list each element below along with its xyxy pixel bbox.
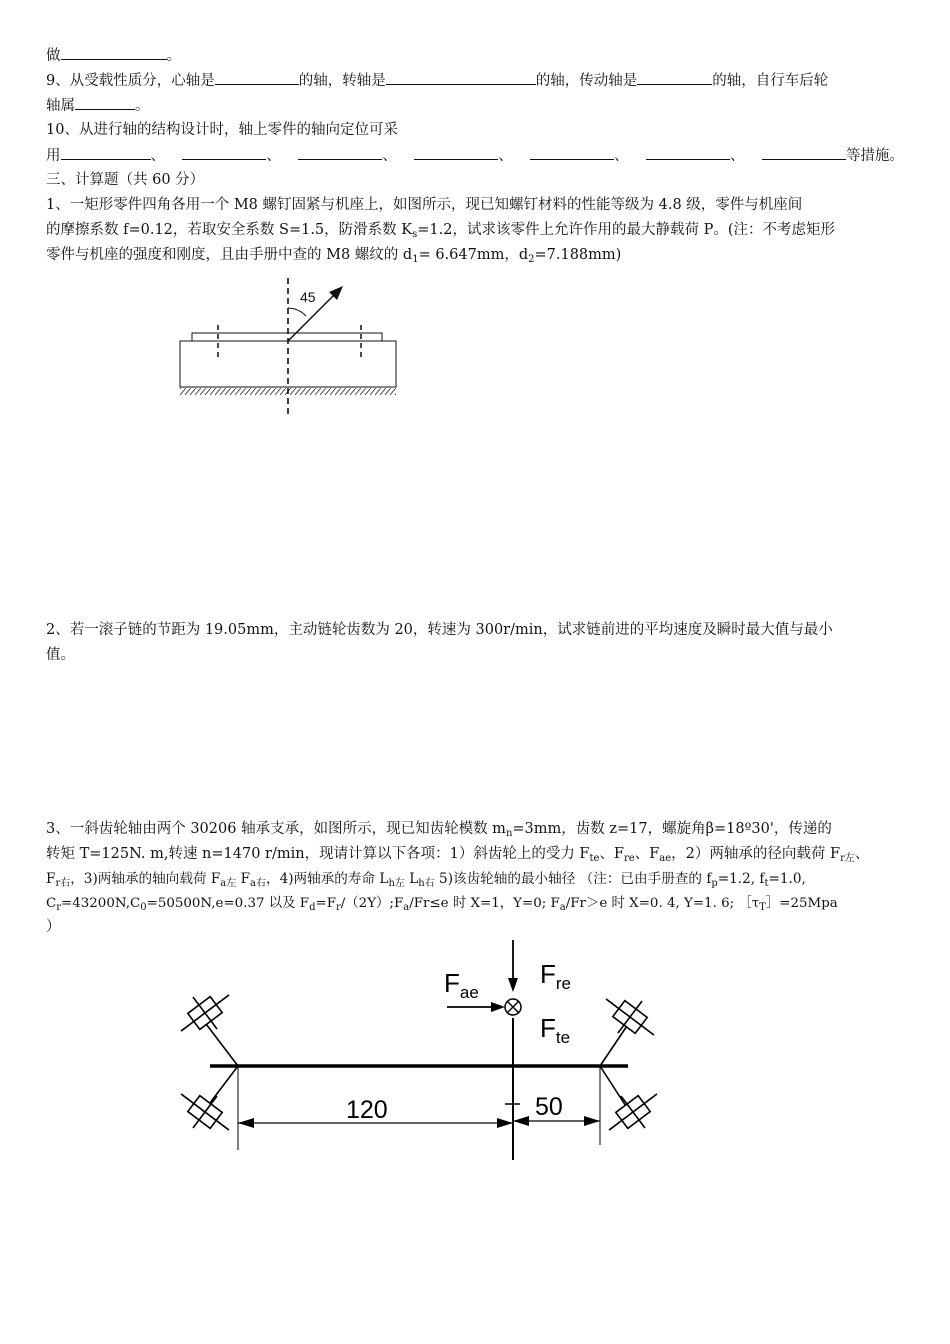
section-title: 三、计算题（共 60 分） <box>46 172 205 188</box>
problem3-line2: 转矩 T=125N. m,转速 n=1470 r/min，现请计算以下各项：1）斜齿轮上的受力 $F_{te}$、$F_{re}$、$F_{ae}$，2）两轴承的径向载荷 $F_{r左}$、 <box>46 846 870 864</box>
problem1-line3: 零件与机座的强度和刚度，且由手册中查的 M8 螺纹的 $d_1= 6.647mm$，$d_2=7.188mm$) <box>46 247 622 265</box>
problem3-line5: ） <box>46 919 61 935</box>
dimension-label-120: 120 <box>346 1096 388 1124</box>
left-bearing-symbol <box>169 979 241 1146</box>
dim-arrowhead <box>238 1118 254 1128</box>
q10-line1: 10、从进行轴的结构设计时，轴上零件的轴向定位可采 <box>46 122 398 138</box>
force-label-fae: $F_{ae}$ <box>444 968 479 1002</box>
problem3-shaft-figure <box>0 930 950 1170</box>
answer-blank[interactable] <box>61 44 167 60</box>
q8-tail-line: 做 。 <box>46 44 181 67</box>
q9-line2: 轴属 。 <box>46 94 150 117</box>
answer-blank[interactable] <box>298 144 382 160</box>
dimension-label-50: 50 <box>535 1093 563 1121</box>
problem2-line1: 2、若一滚子链的节距为 19.05mm，主动链轮齿数为 20，转速为 300r/min，试求链前进的平均速度及瞬时最大值与最小 <box>46 622 833 638</box>
answer-blank[interactable] <box>646 144 730 160</box>
dim-arrowhead <box>584 1116 600 1126</box>
answer-blank[interactable] <box>414 144 498 160</box>
answer-blank[interactable] <box>762 144 846 160</box>
answer-blank[interactable] <box>75 94 135 110</box>
rectangular-plate <box>192 333 382 341</box>
problem3-line3: $F_{r右}$，3)两轴承的轴向载荷 $F_{a左}$ $F_{a右}$，4)两轴承的寿命 $L_{h左}$ $L_{h右}$ 5)该齿轮轴的最小轴径 （注：已由手册查的 $f_p=1.2$, $f_t=1.0$, <box>46 871 806 889</box>
answer-blank[interactable] <box>182 144 266 160</box>
problem1-figure <box>170 275 410 420</box>
angle-label: 45 <box>300 289 316 305</box>
q10-line2: 用 、 、 、 、 、 、 等措施。 <box>46 144 904 167</box>
answer-blank[interactable] <box>637 69 712 85</box>
problem1-line2: 的摩擦系数 f=0.12，若取安全系数 S=1.5，防滑系数 $K_s=1.2$，试求该零件上允许作用的最大静载荷 P。(注：不考虑矩形 <box>46 222 835 240</box>
answer-blank[interactable] <box>215 69 299 85</box>
problem1-line1: 1、一矩形零件四角各用一个 M8 螺钉固紧与机座上，如图所示，现已知螺钉材料的性能等级为 4.8 级，零件与机座间 <box>46 197 803 213</box>
angle-arc <box>288 308 306 316</box>
problem2-line2: 值。 <box>46 647 75 663</box>
answer-blank[interactable] <box>386 69 536 85</box>
answer-blank[interactable] <box>61 144 151 160</box>
force-label-fre: $F_{re}$ <box>540 959 572 993</box>
axial-force-arrowhead <box>491 1002 505 1012</box>
q9-line1: 9、从受载性质分，心轴是 的轴，转轴是 的轴，传动轴是 的轴，自行车后轮 <box>46 69 828 92</box>
dim-arrowhead <box>513 1116 529 1126</box>
force-label-fte: $F_{te}$ <box>540 1013 571 1047</box>
answer-blank[interactable] <box>530 144 614 160</box>
problem3-line1: 3、一斜齿轮轴由两个 30206 轴承支承，如图所示，现已知齿轮模数 $m_n=3mm$，齿数 z=17，螺旋角β=18º30'，传递的 <box>46 821 832 839</box>
dim-arrowhead <box>497 1118 513 1128</box>
radial-force-arrowhead <box>508 978 518 992</box>
tangential-force-icon <box>505 999 521 1015</box>
problem3-line4: $C_r=43200N,C_0=50500N,e=0.37$ 以及 $F_d=F_r/(2Y);F_a/Fr\le e$ 时 X=1，Y=0; $F_a/Fr>e$ 时 X=0. 4, Y=1. 6; $[\tau_T]=25Mpa$ <box>46 896 838 913</box>
